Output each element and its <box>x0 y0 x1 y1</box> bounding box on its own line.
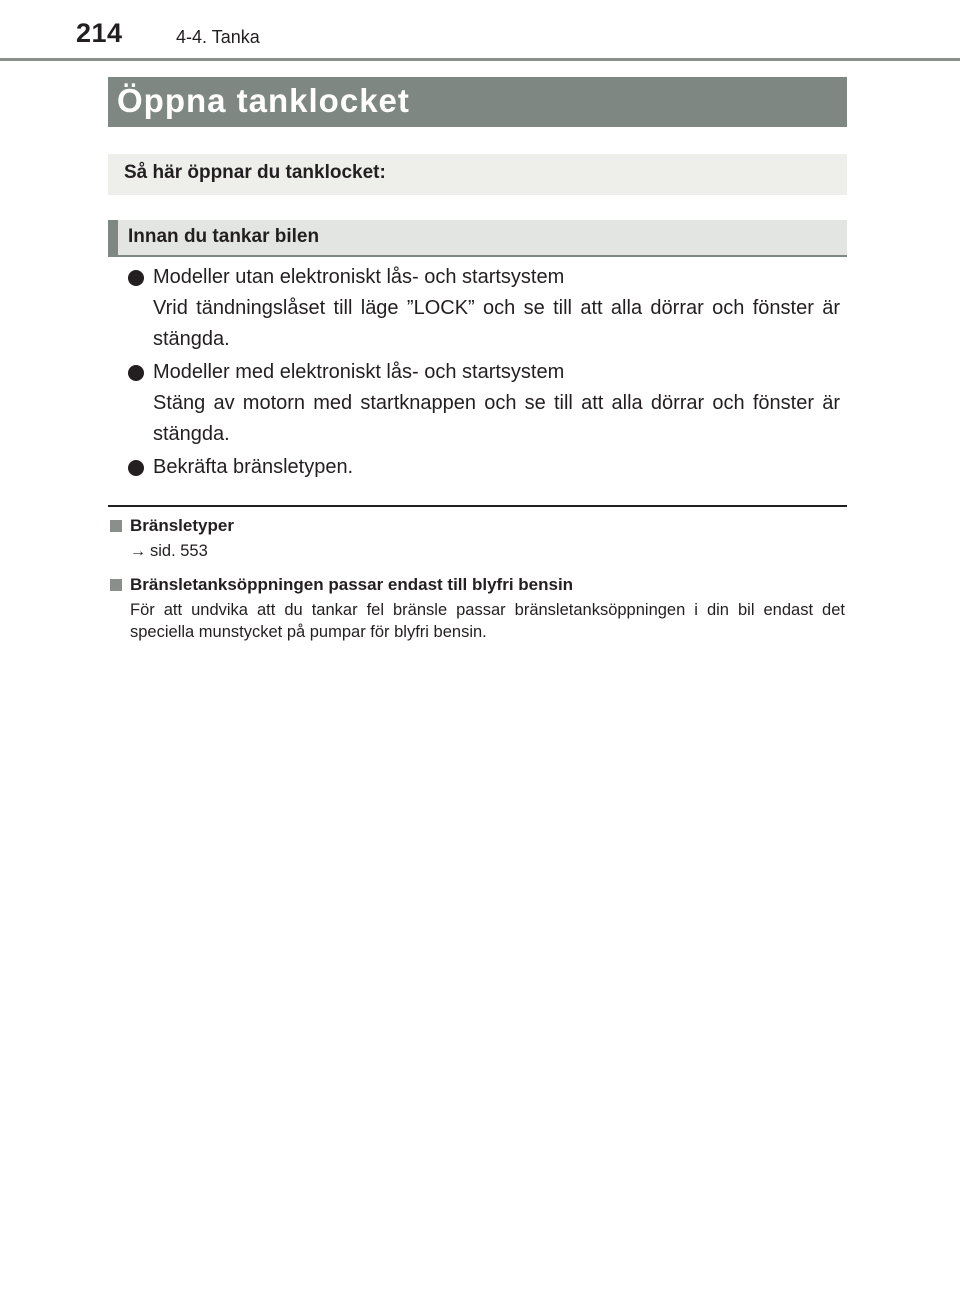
title-bar <box>108 77 847 127</box>
square-bullet-icon <box>110 520 122 532</box>
step-heading-box <box>108 220 847 257</box>
page-reference-link[interactable]: sid. 553 <box>150 542 208 560</box>
info-block-fuel-types <box>110 515 845 563</box>
bullet-list <box>128 262 840 485</box>
info-heading-text: Bränsletyper <box>130 516 234 535</box>
info-block-unleaded <box>110 574 845 643</box>
list-item <box>128 262 840 355</box>
list-item-description: Vrid tändningslåset till läge ”LOCK” och se till att alla dörrar och fönster är stängda. <box>153 297 840 350</box>
list-item <box>128 452 840 483</box>
step-heading: Innan du tankar bilen <box>128 226 320 247</box>
step-accent-bar <box>108 220 118 255</box>
list-item <box>128 357 840 450</box>
bullet-dot-icon <box>128 270 144 286</box>
page-title: Öppna tanklocket <box>117 82 410 119</box>
info-heading <box>110 574 845 596</box>
section-label: 4-4. Tanka <box>176 27 260 47</box>
subtitle: Så här öppnar du tanklocket: <box>124 162 386 183</box>
page-header <box>0 0 960 62</box>
page-number: 214 <box>76 18 123 48</box>
info-body <box>110 540 845 563</box>
header-rule <box>0 58 960 61</box>
subtitle-box <box>108 154 847 195</box>
section-divider <box>108 505 847 507</box>
info-body: För att undvika att du tankar fel bränsle passar bränsletanksöppningen i din bil endast det speciella munstycket på pumpar för blyfri bensin. <box>130 601 845 641</box>
list-item-title: Modeller med elektroniskt lås- och startsystem <box>153 361 565 383</box>
bullet-dot-icon <box>128 460 144 476</box>
info-heading-text: Bränsletanksöppningen passar endast till blyfri bensin <box>130 575 574 594</box>
info-heading <box>110 515 845 537</box>
list-item-title: Bekräfta bränsletypen. <box>153 456 354 478</box>
arrow-right-icon: → <box>130 543 146 560</box>
list-item-description: Stäng av motorn med startknappen och se till att alla dörrar och fönster är stängda. <box>153 392 840 445</box>
list-item-title: Modeller utan elektroniskt lås- och startsystem <box>153 266 565 288</box>
bullet-dot-icon <box>128 365 144 381</box>
square-bullet-icon <box>110 579 122 591</box>
